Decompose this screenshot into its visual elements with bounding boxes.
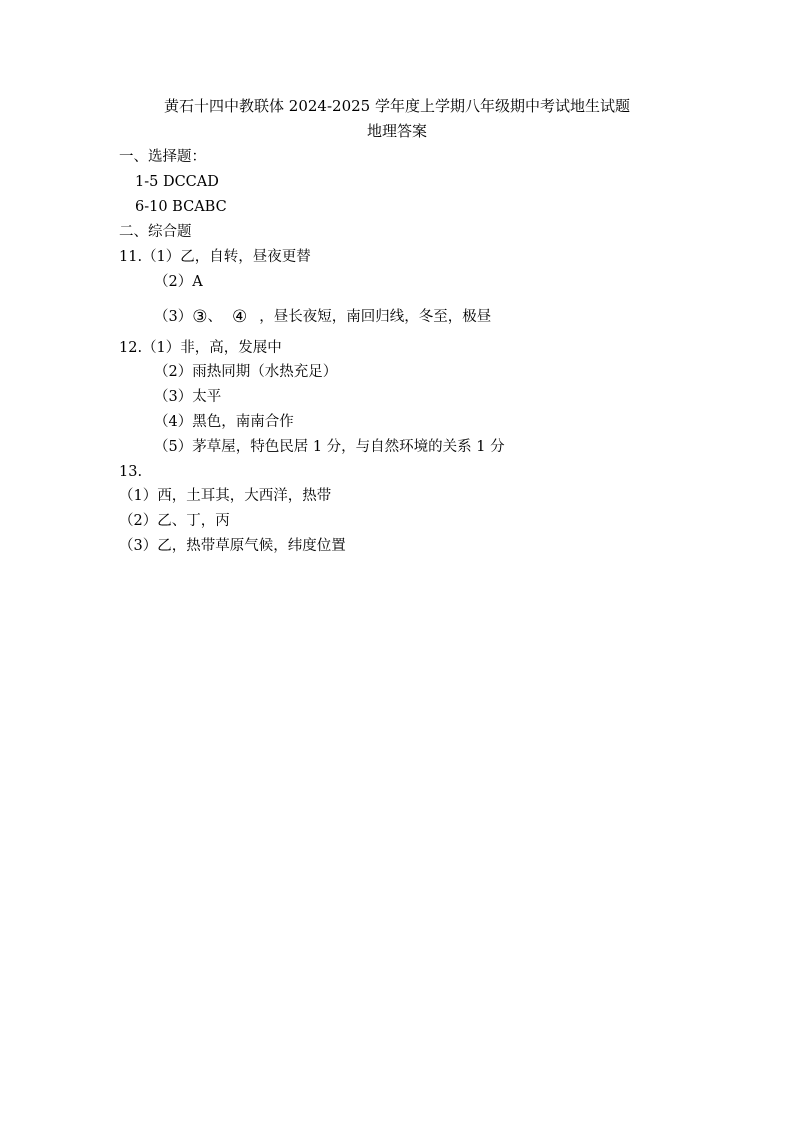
q11-answer-1 (119, 247, 311, 267)
q11-circled-3: ③ (192, 307, 208, 327)
q11-part-3-sep: 、 (207, 309, 222, 325)
document-subtitle: 地理答案 (366, 122, 427, 140)
q12-part-2: （2）雨热同期（水热充足） (154, 364, 338, 380)
q12-number: 12. (119, 340, 143, 356)
q11-number: 11. (119, 249, 143, 265)
q11-answer-3 (154, 307, 491, 327)
q12-part-4: （4）黑色，南南合作 (154, 414, 294, 430)
q11-part-1: （1）乙，自转，昼夜更替 (142, 249, 311, 265)
mc-answers-row-2: 6-10 BCABC (135, 199, 227, 215)
q11-part-3-rest: ，昼长夜短，南回归线，冬至，极昼 (259, 309, 492, 325)
section-comprehensive-heading: 二、综合题 (119, 224, 192, 240)
q13-part-2: （2）乙、丁，丙 (119, 513, 230, 529)
section-multiple-choice-heading: 一、选择题： (119, 149, 206, 165)
q11-part-3-prefix: （3） (154, 309, 193, 325)
q13-part-3: （3）乙，热带草原气候，纬度位置 (119, 538, 346, 554)
q11-circled-4: ④ (231, 307, 248, 327)
q13-part-1: （1）西，土耳其，大西洋，热带 (119, 488, 332, 504)
q12-answer-1 (119, 338, 282, 358)
document-title: 黄石十四中教联体 2024-2025 学年度上学期八年级期中考试地生试题 (164, 97, 630, 115)
q11-part-2: （2）A (154, 274, 203, 290)
q12-part-3: （3）太平 (154, 389, 222, 405)
q12-part-1: （1）非，高，发展中 (142, 340, 282, 356)
q13-number: 13. (119, 464, 143, 480)
mc-answers-row-1: 1-5 DCCAD (135, 174, 219, 190)
q12-part-5: （5）茅草屋，特色民居 1 分，与自然环境的关系 1 分 (154, 439, 505, 455)
